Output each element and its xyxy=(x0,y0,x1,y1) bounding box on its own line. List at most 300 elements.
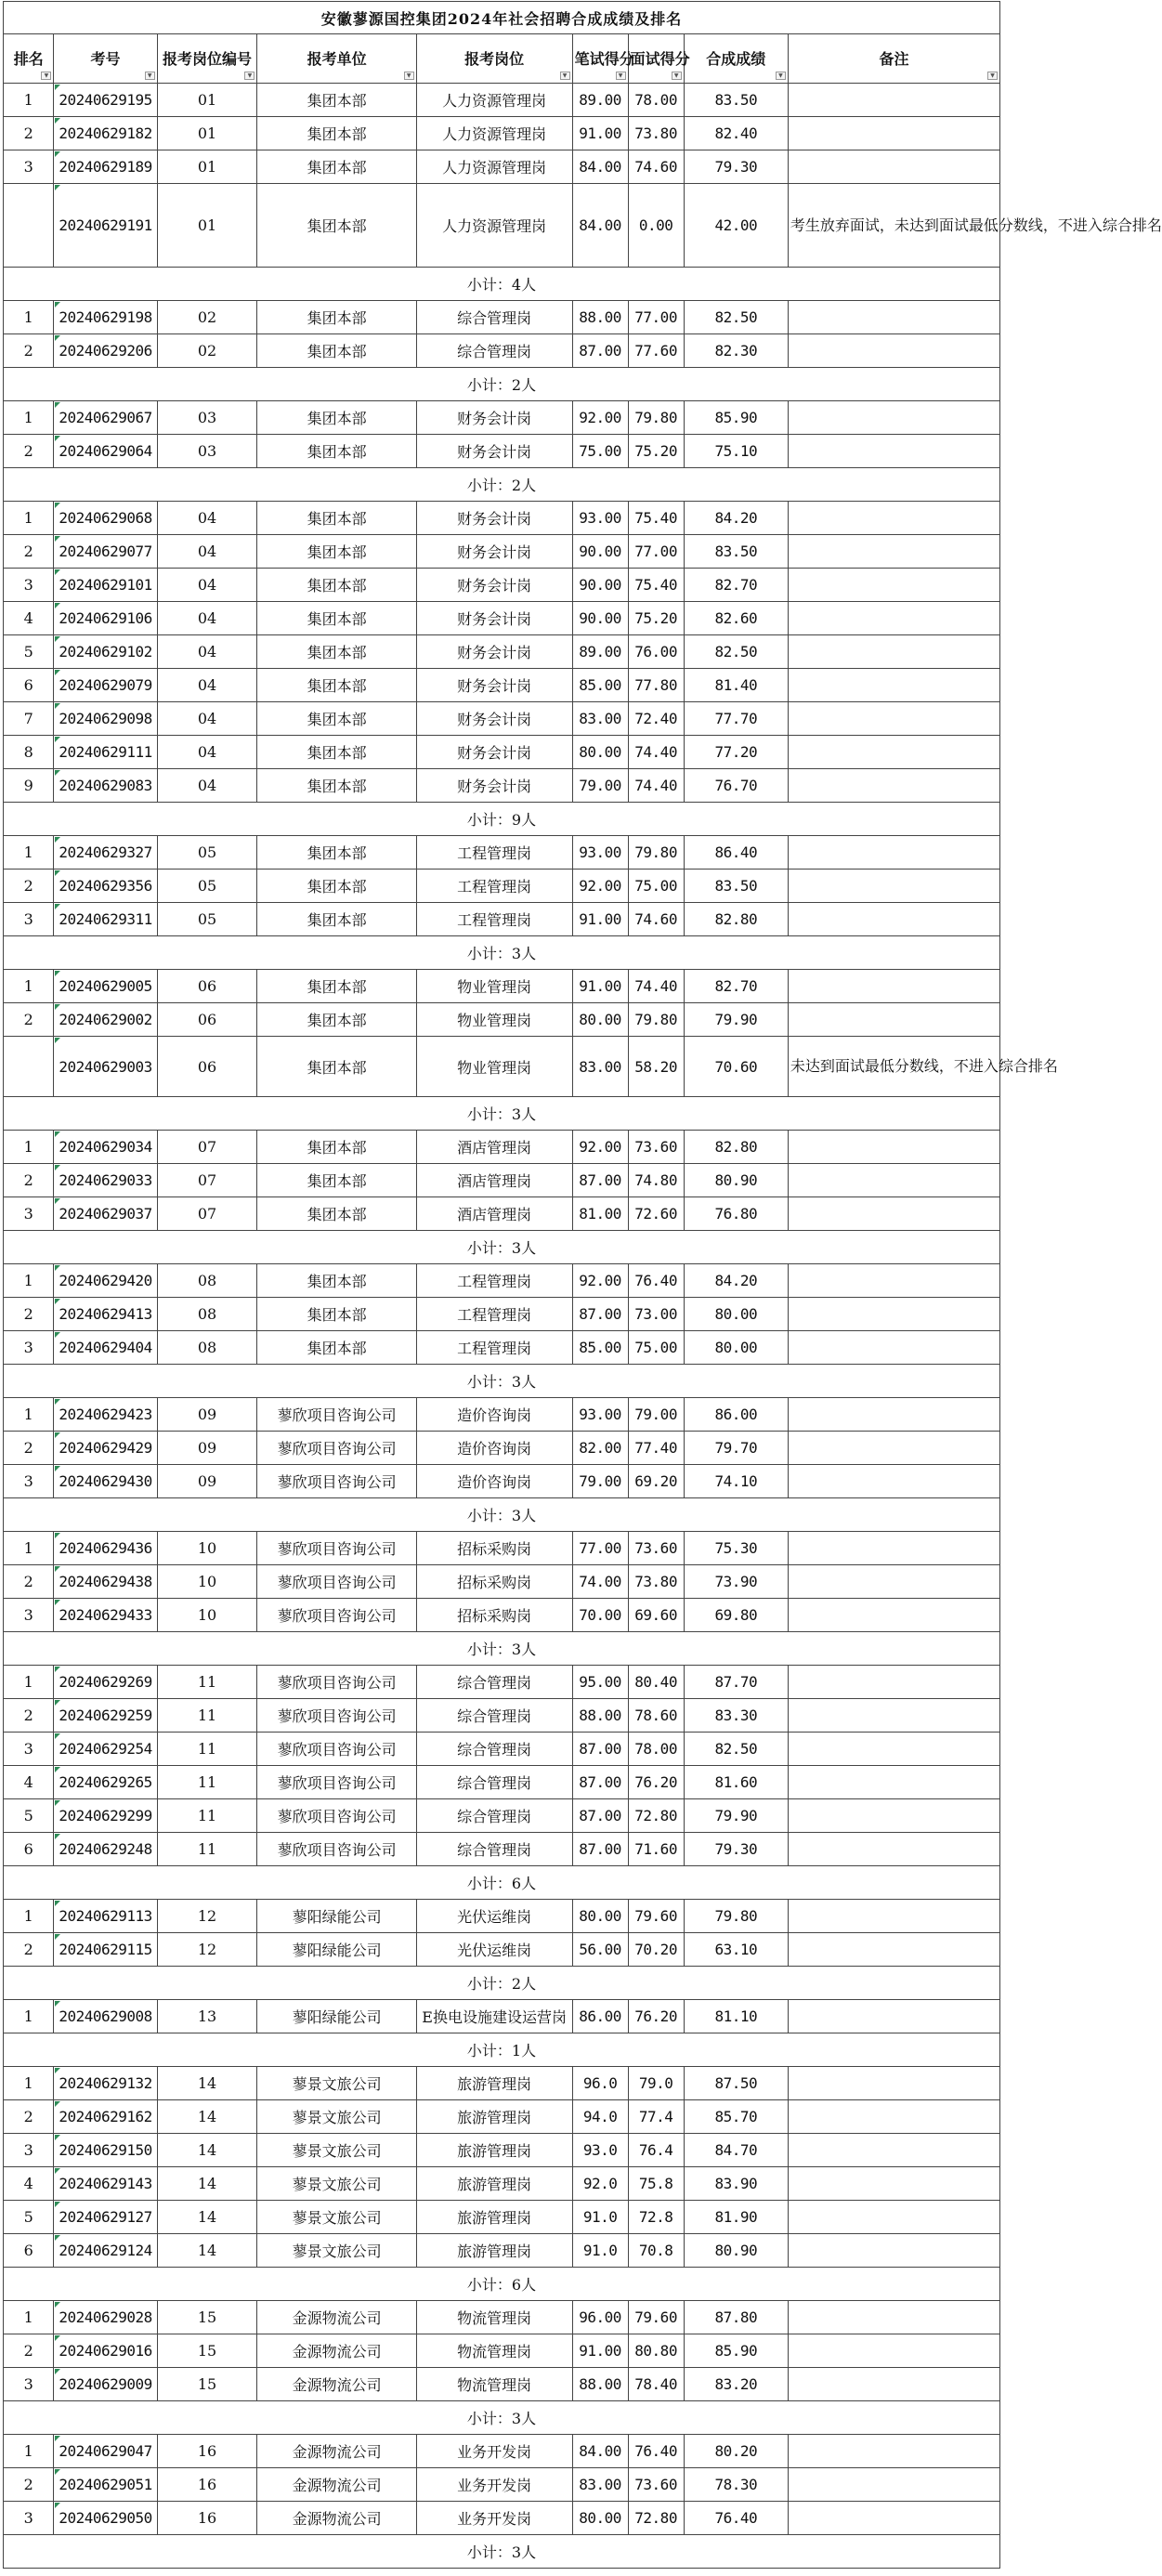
exam-id-cell[interactable]: 20240629079 xyxy=(54,669,157,702)
written-score-cell[interactable]: 83.00 xyxy=(572,1037,628,1097)
note-cell[interactable] xyxy=(788,1432,999,1465)
note-cell[interactable] xyxy=(788,2100,999,2134)
interview-score-cell[interactable]: 73.60 xyxy=(628,1131,684,1164)
written-score-cell[interactable]: 79.00 xyxy=(572,1465,628,1498)
interview-score-cell[interactable]: 75.40 xyxy=(628,502,684,535)
interview-score-cell[interactable]: 77.60 xyxy=(628,334,684,368)
interview-score-cell[interactable]: 75.00 xyxy=(628,1331,684,1365)
exam-id-cell[interactable]: 20240629009 xyxy=(54,2368,157,2401)
note-cell[interactable] xyxy=(788,1264,999,1298)
post-code-cell[interactable]: 14 xyxy=(157,2234,257,2268)
written-score-cell[interactable]: 90.00 xyxy=(572,602,628,635)
post-code-cell[interactable]: 03 xyxy=(157,401,257,435)
unit-cell[interactable]: 集团本部 xyxy=(257,903,416,936)
total-score-cell[interactable]: 78.30 xyxy=(684,2468,788,2502)
exam-id-cell[interactable]: 20240629429 xyxy=(54,1432,157,1465)
exam-id-cell[interactable]: 20240629356 xyxy=(54,870,157,903)
post-code-cell[interactable]: 07 xyxy=(157,1131,257,1164)
total-score-cell[interactable]: 82.50 xyxy=(684,301,788,334)
total-score-cell[interactable]: 83.50 xyxy=(684,535,788,569)
filter-dropdown-icon[interactable]: ▼ xyxy=(776,72,786,80)
rank-cell[interactable]: 4 xyxy=(4,2167,54,2201)
interview-score-cell[interactable]: 75.20 xyxy=(628,435,684,468)
interview-score-cell[interactable]: 78.60 xyxy=(628,1699,684,1733)
written-score-cell[interactable]: 87.00 xyxy=(572,334,628,368)
post-code-cell[interactable]: 07 xyxy=(157,1164,257,1197)
written-score-cell[interactable]: 86.00 xyxy=(572,2000,628,2033)
subtotal-cell[interactable]: 小计：1人 xyxy=(4,2033,1000,2067)
written-score-cell[interactable]: 96.00 xyxy=(572,2301,628,2334)
post-code-cell[interactable]: 11 xyxy=(157,1766,257,1799)
total-score-cell[interactable]: 81.60 xyxy=(684,1766,788,1799)
exam-id-cell[interactable]: 20240629182 xyxy=(54,117,157,150)
interview-score-cell[interactable]: 79.80 xyxy=(628,836,684,870)
exam-id-cell[interactable]: 20240629299 xyxy=(54,1799,157,1833)
post-code-cell[interactable]: 16 xyxy=(157,2502,257,2535)
rank-cell[interactable]: 2 xyxy=(4,435,54,468)
rank-cell[interactable]: 1 xyxy=(4,84,54,117)
unit-cell[interactable]: 集团本部 xyxy=(257,669,416,702)
exam-id-cell[interactable]: 20240629008 xyxy=(54,2000,157,2033)
written-score-cell[interactable]: 89.00 xyxy=(572,635,628,669)
post-code-cell[interactable]: 15 xyxy=(157,2301,257,2334)
interview-score-cell[interactable]: 69.20 xyxy=(628,1465,684,1498)
post-code-cell[interactable]: 04 xyxy=(157,769,257,803)
interview-score-cell[interactable]: 74.40 xyxy=(628,769,684,803)
note-cell[interactable] xyxy=(788,1398,999,1432)
interview-score-cell[interactable]: 78.40 xyxy=(628,2368,684,2401)
interview-score-cell[interactable]: 0.00 xyxy=(628,184,684,268)
unit-cell[interactable]: 集团本部 xyxy=(257,1298,416,1331)
note-cell[interactable] xyxy=(788,2234,999,2268)
post-cell[interactable]: 人力资源管理岗 xyxy=(416,84,572,117)
exam-id-cell[interactable]: 20240629083 xyxy=(54,769,157,803)
written-score-cell[interactable]: 85.00 xyxy=(572,1331,628,1365)
post-cell[interactable]: 财务会计岗 xyxy=(416,569,572,602)
written-score-cell[interactable]: 93.00 xyxy=(572,1398,628,1432)
interview-score-cell[interactable]: 74.80 xyxy=(628,1164,684,1197)
post-code-cell[interactable]: 05 xyxy=(157,870,257,903)
total-score-cell[interactable]: 86.00 xyxy=(684,1398,788,1432)
written-score-cell[interactable]: 88.00 xyxy=(572,2368,628,2401)
unit-cell[interactable]: 集团本部 xyxy=(257,535,416,569)
post-cell[interactable]: 旅游管理岗 xyxy=(416,2167,572,2201)
header-rank[interactable] xyxy=(4,34,54,84)
post-cell[interactable]: 工程管理岗 xyxy=(416,836,572,870)
total-score-cell[interactable]: 83.90 xyxy=(684,2167,788,2201)
note-cell[interactable] xyxy=(788,1666,999,1699)
post-cell[interactable]: 财务会计岗 xyxy=(416,435,572,468)
written-score-cell[interactable]: 87.00 xyxy=(572,1733,628,1766)
exam-id-cell[interactable]: 20240629195 xyxy=(54,84,157,117)
exam-id-cell[interactable]: 20240629101 xyxy=(54,569,157,602)
note-cell[interactable] xyxy=(788,836,999,870)
exam-id-cell[interactable]: 20240629002 xyxy=(54,1003,157,1037)
interview-score-cell[interactable]: 78.00 xyxy=(628,1733,684,1766)
total-score-cell[interactable]: 82.80 xyxy=(684,1131,788,1164)
interview-score-cell[interactable]: 79.00 xyxy=(628,1398,684,1432)
total-score-cell[interactable]: 75.30 xyxy=(684,1532,788,1565)
rank-cell[interactable]: 2 xyxy=(4,1298,54,1331)
note-cell[interactable] xyxy=(788,1900,999,1933)
post-code-cell[interactable]: 11 xyxy=(157,1733,257,1766)
subtotal-cell[interactable]: 小计：3人 xyxy=(4,1097,1000,1131)
total-score-cell[interactable]: 69.80 xyxy=(684,1599,788,1632)
total-score-cell[interactable]: 82.30 xyxy=(684,334,788,368)
exam-id-cell[interactable]: 20240629016 xyxy=(54,2334,157,2368)
rank-cell[interactable]: 2 xyxy=(4,870,54,903)
filter-dropdown-icon[interactable]: ▼ xyxy=(145,72,155,80)
post-code-cell[interactable]: 01 xyxy=(157,150,257,184)
note-cell[interactable] xyxy=(788,1766,999,1799)
exam-id-cell[interactable]: 20240629311 xyxy=(54,903,157,936)
total-score-cell[interactable]: 77.70 xyxy=(684,702,788,736)
note-cell[interactable] xyxy=(788,2468,999,2502)
filter-dropdown-icon[interactable]: ▼ xyxy=(560,72,570,80)
unit-cell[interactable]: 集团本部 xyxy=(257,1164,416,1197)
unit-cell[interactable]: 金源物流公司 xyxy=(257,2301,416,2334)
written-score-cell[interactable]: 84.00 xyxy=(572,184,628,268)
written-score-cell[interactable]: 70.00 xyxy=(572,1599,628,1632)
note-cell[interactable] xyxy=(788,2368,999,2401)
exam-id-cell[interactable]: 20240629430 xyxy=(54,1465,157,1498)
subtotal-cell[interactable]: 小计：6人 xyxy=(4,1866,1000,1900)
post-code-cell[interactable]: 04 xyxy=(157,736,257,769)
exam-id-cell[interactable]: 20240629433 xyxy=(54,1599,157,1632)
interview-score-cell[interactable]: 79.60 xyxy=(628,1900,684,1933)
rank-cell[interactable]: 1 xyxy=(4,301,54,334)
post-code-cell[interactable]: 15 xyxy=(157,2334,257,2368)
written-score-cell[interactable]: 92.00 xyxy=(572,401,628,435)
unit-cell[interactable]: 蓼欣项目咨询公司 xyxy=(257,1699,416,1733)
total-score-cell[interactable]: 63.10 xyxy=(684,1933,788,1967)
unit-cell[interactable]: 蓼景文旅公司 xyxy=(257,2100,416,2134)
note-cell[interactable] xyxy=(788,2502,999,2535)
interview-score-cell[interactable]: 77.00 xyxy=(628,535,684,569)
exam-id-cell[interactable]: 20240629124 xyxy=(54,2234,157,2268)
unit-cell[interactable]: 集团本部 xyxy=(257,970,416,1003)
written-score-cell[interactable]: 92.0 xyxy=(572,2167,628,2201)
interview-score-cell[interactable]: 78.00 xyxy=(628,84,684,117)
post-code-cell[interactable]: 03 xyxy=(157,435,257,468)
interview-score-cell[interactable]: 76.4 xyxy=(628,2134,684,2167)
rank-cell[interactable]: 2 xyxy=(4,2100,54,2134)
written-score-cell[interactable]: 92.00 xyxy=(572,870,628,903)
interview-score-cell[interactable]: 77.40 xyxy=(628,1432,684,1465)
post-cell[interactable]: 旅游管理岗 xyxy=(416,2134,572,2167)
header-interview[interactable] xyxy=(628,34,690,84)
interview-score-cell[interactable]: 73.80 xyxy=(628,117,684,150)
total-score-cell[interactable]: 85.90 xyxy=(684,401,788,435)
note-cell[interactable] xyxy=(788,970,999,1003)
post-cell[interactable]: 招标采购岗 xyxy=(416,1599,572,1632)
unit-cell[interactable]: 蓼景文旅公司 xyxy=(257,2201,416,2234)
post-cell[interactable]: 财务会计岗 xyxy=(416,702,572,736)
written-score-cell[interactable]: 93.0 xyxy=(572,2134,628,2167)
post-code-cell[interactable]: 04 xyxy=(157,702,257,736)
filter-dropdown-icon[interactable]: ▼ xyxy=(672,72,682,80)
note-cell[interactable] xyxy=(788,2167,999,2201)
unit-cell[interactable]: 集团本部 xyxy=(257,435,416,468)
unit-cell[interactable]: 蓼景文旅公司 xyxy=(257,2234,416,2268)
rank-cell[interactable]: 1 xyxy=(4,1264,54,1298)
rank-cell[interactable]: 3 xyxy=(4,1599,54,1632)
subtotal-cell[interactable]: 小计：3人 xyxy=(4,1498,1000,1532)
post-code-cell[interactable]: 12 xyxy=(157,1933,257,1967)
rank-cell[interactable]: 3 xyxy=(4,569,54,602)
exam-id-cell[interactable]: 20240629162 xyxy=(54,2100,157,2134)
interview-score-cell[interactable]: 72.8 xyxy=(628,2201,684,2234)
note-cell[interactable]: 考生放弃面试，未达到面试最低分数线，不进入综合排名 xyxy=(788,184,999,268)
unit-cell[interactable]: 蓼欣项目咨询公司 xyxy=(257,1465,416,1498)
post-code-cell[interactable]: 10 xyxy=(157,1565,257,1599)
note-cell[interactable] xyxy=(788,1799,999,1833)
written-score-cell[interactable]: 56.00 xyxy=(572,1933,628,1967)
note-cell[interactable] xyxy=(788,1565,999,1599)
note-cell[interactable] xyxy=(788,769,999,803)
total-score-cell[interactable]: 80.00 xyxy=(684,1298,788,1331)
post-code-cell[interactable]: 09 xyxy=(157,1465,257,1498)
post-code-cell[interactable]: 11 xyxy=(157,1666,257,1699)
rank-cell[interactable]: 2 xyxy=(4,1432,54,1465)
post-cell[interactable]: 造价咨询岗 xyxy=(416,1398,572,1432)
unit-cell[interactable]: 金源物流公司 xyxy=(257,2468,416,2502)
rank-cell[interactable] xyxy=(4,1037,54,1097)
written-score-cell[interactable]: 88.00 xyxy=(572,301,628,334)
post-cell[interactable]: 物业管理岗 xyxy=(416,970,572,1003)
total-score-cell[interactable]: 80.90 xyxy=(684,2234,788,2268)
post-code-cell[interactable]: 08 xyxy=(157,1264,257,1298)
note-cell[interactable] xyxy=(788,602,999,635)
note-cell[interactable] xyxy=(788,2301,999,2334)
rank-cell[interactable]: 3 xyxy=(4,1331,54,1365)
rank-cell[interactable]: 3 xyxy=(4,150,54,184)
total-score-cell[interactable]: 87.70 xyxy=(684,1666,788,1699)
exam-id-cell[interactable]: 20240629143 xyxy=(54,2167,157,2201)
unit-cell[interactable]: 金源物流公司 xyxy=(257,2435,416,2468)
post-code-cell[interactable]: 09 xyxy=(157,1432,257,1465)
subtotal-cell[interactable]: 小计：2人 xyxy=(4,368,1000,401)
written-score-cell[interactable]: 91.00 xyxy=(572,2334,628,2368)
total-score-cell[interactable]: 79.90 xyxy=(684,1799,788,1833)
exam-id-cell[interactable]: 20240629102 xyxy=(54,635,157,669)
post-code-cell[interactable]: 12 xyxy=(157,1900,257,1933)
written-score-cell[interactable]: 77.00 xyxy=(572,1532,628,1565)
post-cell[interactable]: 财务会计岗 xyxy=(416,602,572,635)
post-code-cell[interactable]: 02 xyxy=(157,301,257,334)
post-cell[interactable]: E换电设施建设运营岗 xyxy=(416,2000,572,2033)
post-cell[interactable]: 酒店管理岗 xyxy=(416,1197,572,1231)
unit-cell[interactable]: 蓼欣项目咨询公司 xyxy=(257,1766,416,1799)
interview-score-cell[interactable]: 76.20 xyxy=(628,1766,684,1799)
post-code-cell[interactable]: 15 xyxy=(157,2368,257,2401)
unit-cell[interactable]: 集团本部 xyxy=(257,635,416,669)
interview-score-cell[interactable]: 72.80 xyxy=(628,2502,684,2535)
rank-cell[interactable]: 6 xyxy=(4,669,54,702)
rank-cell[interactable]: 3 xyxy=(4,2502,54,2535)
total-score-cell[interactable]: 83.30 xyxy=(684,1699,788,1733)
header-note[interactable] xyxy=(788,34,999,84)
total-score-cell[interactable]: 70.60 xyxy=(684,1037,788,1097)
post-code-cell[interactable]: 16 xyxy=(157,2468,257,2502)
post-cell[interactable]: 旅游管理岗 xyxy=(416,2100,572,2134)
post-cell[interactable]: 财务会计岗 xyxy=(416,535,572,569)
total-score-cell[interactable]: 74.10 xyxy=(684,1465,788,1498)
interview-score-cell[interactable]: 72.80 xyxy=(628,1799,684,1833)
rank-cell[interactable]: 1 xyxy=(4,970,54,1003)
post-code-cell[interactable]: 13 xyxy=(157,2000,257,2033)
header-total[interactable] xyxy=(684,34,788,84)
unit-cell[interactable]: 集团本部 xyxy=(257,1264,416,1298)
note-cell[interactable] xyxy=(788,1197,999,1231)
post-cell[interactable]: 工程管理岗 xyxy=(416,1331,572,1365)
subtotal-cell[interactable]: 小计：2人 xyxy=(4,468,1000,502)
subtotal-cell[interactable]: 小计：2人 xyxy=(4,1967,1000,2000)
written-score-cell[interactable]: 93.00 xyxy=(572,836,628,870)
interview-score-cell[interactable]: 77.80 xyxy=(628,669,684,702)
interview-score-cell[interactable]: 73.60 xyxy=(628,2468,684,2502)
post-code-cell[interactable]: 04 xyxy=(157,535,257,569)
unit-cell[interactable]: 蓼欣项目咨询公司 xyxy=(257,1833,416,1866)
post-cell[interactable]: 综合管理岗 xyxy=(416,1799,572,1833)
unit-cell[interactable]: 蓼欣项目咨询公司 xyxy=(257,1432,416,1465)
post-code-cell[interactable]: 05 xyxy=(157,903,257,936)
filter-dropdown-icon[interactable]: ▼ xyxy=(244,72,255,80)
post-cell[interactable]: 工程管理岗 xyxy=(416,1298,572,1331)
rank-cell[interactable]: 1 xyxy=(4,836,54,870)
total-score-cell[interactable]: 77.20 xyxy=(684,736,788,769)
post-cell[interactable]: 综合管理岗 xyxy=(416,1699,572,1733)
total-score-cell[interactable]: 79.30 xyxy=(684,150,788,184)
written-score-cell[interactable]: 87.00 xyxy=(572,1298,628,1331)
post-code-cell[interactable]: 04 xyxy=(157,669,257,702)
total-score-cell[interactable]: 86.40 xyxy=(684,836,788,870)
post-cell[interactable]: 人力资源管理岗 xyxy=(416,117,572,150)
exam-id-cell[interactable]: 20240629113 xyxy=(54,1900,157,1933)
exam-id-cell[interactable]: 20240629115 xyxy=(54,1933,157,1967)
note-cell[interactable] xyxy=(788,1699,999,1733)
post-cell[interactable]: 工程管理岗 xyxy=(416,870,572,903)
rank-cell[interactable]: 9 xyxy=(4,769,54,803)
post-cell[interactable]: 工程管理岗 xyxy=(416,1264,572,1298)
written-score-cell[interactable]: 80.00 xyxy=(572,1900,628,1933)
filter-dropdown-icon[interactable]: ▼ xyxy=(404,72,414,80)
interview-score-cell[interactable]: 76.40 xyxy=(628,1264,684,1298)
note-cell[interactable] xyxy=(788,1599,999,1632)
exam-id-cell[interactable]: 20240629413 xyxy=(54,1298,157,1331)
unit-cell[interactable]: 集团本部 xyxy=(257,702,416,736)
note-cell[interactable] xyxy=(788,1131,999,1164)
rank-cell[interactable]: 1 xyxy=(4,1532,54,1565)
written-score-cell[interactable]: 89.00 xyxy=(572,84,628,117)
total-score-cell[interactable]: 87.80 xyxy=(684,2301,788,2334)
post-code-cell[interactable]: 09 xyxy=(157,1398,257,1432)
note-cell[interactable]: 未达到面试最低分数线，不进入综合排名 xyxy=(788,1037,999,1097)
unit-cell[interactable]: 集团本部 xyxy=(257,334,416,368)
interview-score-cell[interactable]: 70.8 xyxy=(628,2234,684,2268)
rank-cell[interactable]: 1 xyxy=(4,1398,54,1432)
rank-cell[interactable]: 1 xyxy=(4,502,54,535)
post-cell[interactable]: 物流管理岗 xyxy=(416,2301,572,2334)
written-score-cell[interactable]: 92.00 xyxy=(572,1264,628,1298)
post-cell[interactable]: 人力资源管理岗 xyxy=(416,150,572,184)
unit-cell[interactable]: 集团本部 xyxy=(257,401,416,435)
exam-id-cell[interactable]: 20240629269 xyxy=(54,1666,157,1699)
total-score-cell[interactable]: 79.30 xyxy=(684,1833,788,1866)
interview-score-cell[interactable]: 72.40 xyxy=(628,702,684,736)
written-score-cell[interactable]: 80.00 xyxy=(572,736,628,769)
rank-cell[interactable]: 1 xyxy=(4,401,54,435)
note-cell[interactable] xyxy=(788,635,999,669)
rank-cell[interactable]: 1 xyxy=(4,2067,54,2100)
header-written[interactable] xyxy=(572,34,634,84)
note-cell[interactable] xyxy=(788,150,999,184)
unit-cell[interactable]: 集团本部 xyxy=(257,736,416,769)
post-cell[interactable]: 业务开发岗 xyxy=(416,2435,572,2468)
rank-cell[interactable] xyxy=(4,184,54,268)
rank-cell[interactable]: 1 xyxy=(4,2435,54,2468)
total-score-cell[interactable]: 85.90 xyxy=(684,2334,788,2368)
interview-score-cell[interactable]: 76.20 xyxy=(628,2000,684,2033)
note-cell[interactable] xyxy=(788,301,999,334)
unit-cell[interactable]: 集团本部 xyxy=(257,84,416,117)
rank-cell[interactable]: 2 xyxy=(4,1699,54,1733)
filter-dropdown-icon[interactable]: ▼ xyxy=(616,72,626,80)
subtotal-cell[interactable]: 小计：3人 xyxy=(4,1231,1000,1264)
interview-score-cell[interactable]: 79.80 xyxy=(628,401,684,435)
post-cell[interactable]: 业务开发岗 xyxy=(416,2468,572,2502)
subtotal-cell[interactable]: 小计：3人 xyxy=(4,936,1000,970)
post-cell[interactable]: 综合管理岗 xyxy=(416,334,572,368)
post-cell[interactable]: 综合管理岗 xyxy=(416,301,572,334)
exam-id-cell[interactable]: 20240629259 xyxy=(54,1699,157,1733)
unit-cell[interactable]: 集团本部 xyxy=(257,602,416,635)
interview-score-cell[interactable]: 77.4 xyxy=(628,2100,684,2134)
unit-cell[interactable]: 蓼景文旅公司 xyxy=(257,2067,416,2100)
subtotal-cell[interactable]: 小计：3人 xyxy=(4,1365,1000,1398)
post-cell[interactable]: 财务会计岗 xyxy=(416,769,572,803)
subtotal-cell[interactable]: 小计：3人 xyxy=(4,2535,1000,2569)
exam-id-cell[interactable]: 20240629077 xyxy=(54,535,157,569)
note-cell[interactable] xyxy=(788,2435,999,2468)
written-score-cell[interactable]: 82.00 xyxy=(572,1432,628,1465)
filter-dropdown-icon[interactable]: ▼ xyxy=(987,72,998,80)
total-score-cell[interactable]: 83.20 xyxy=(684,2368,788,2401)
post-cell[interactable]: 综合管理岗 xyxy=(416,1833,572,1866)
total-score-cell[interactable]: 82.80 xyxy=(684,903,788,936)
written-score-cell[interactable]: 87.00 xyxy=(572,1164,628,1197)
interview-score-cell[interactable]: 74.60 xyxy=(628,150,684,184)
rank-cell[interactable]: 5 xyxy=(4,1799,54,1833)
note-cell[interactable] xyxy=(788,870,999,903)
post-code-cell[interactable]: 07 xyxy=(157,1197,257,1231)
post-code-cell[interactable]: 01 xyxy=(157,84,257,117)
exam-id-cell[interactable]: 20240629098 xyxy=(54,702,157,736)
exam-id-cell[interactable]: 20240629206 xyxy=(54,334,157,368)
total-score-cell[interactable]: 79.70 xyxy=(684,1432,788,1465)
note-cell[interactable] xyxy=(788,502,999,535)
post-code-cell[interactable]: 01 xyxy=(157,117,257,150)
rank-cell[interactable]: 2 xyxy=(4,117,54,150)
rank-cell[interactable]: 3 xyxy=(4,1197,54,1231)
unit-cell[interactable]: 蓼欣项目咨询公司 xyxy=(257,1398,416,1432)
interview-score-cell[interactable]: 69.60 xyxy=(628,1599,684,1632)
rank-cell[interactable]: 1 xyxy=(4,1131,54,1164)
post-code-cell[interactable]: 06 xyxy=(157,1003,257,1037)
written-score-cell[interactable]: 84.00 xyxy=(572,150,628,184)
total-score-cell[interactable]: 79.90 xyxy=(684,1003,788,1037)
unit-cell[interactable]: 集团本部 xyxy=(257,301,416,334)
